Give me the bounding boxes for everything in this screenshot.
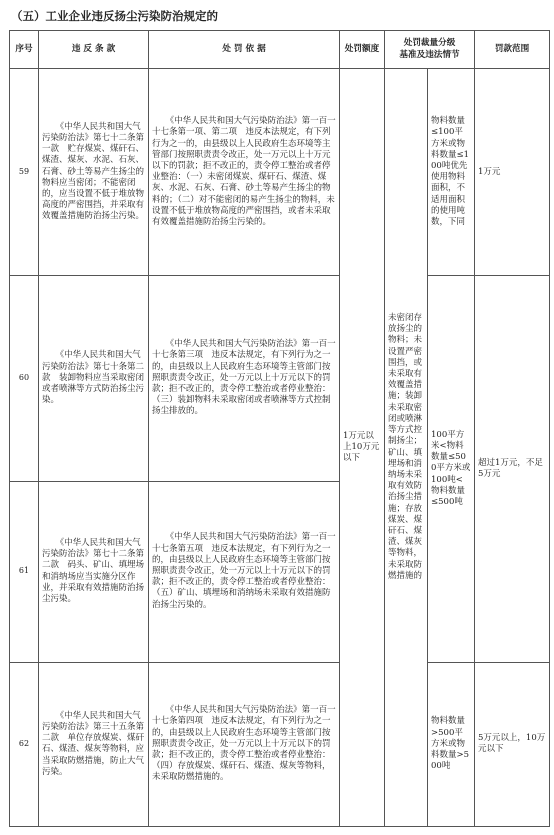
header-amount: 处罚额度 (340, 31, 385, 69)
row-clause: 《中华人民共和国大气污染防治法》第七十二条第一款 贮存煤炭、煤矸石、煤渣、煤灰、水泥、石灰、石膏、砂土等易产生扬尘的物料应当密闭；不能密闭的，应当设置不低于堆放物高度的严密围挡，并采取有效覆盖措施防治扬尘污染。 (39, 69, 149, 276)
row-seq: 62 (10, 662, 39, 826)
penalty-table (9, 30, 550, 827)
row-seq: 60 (10, 276, 39, 481)
row-range: 超过1万元，不足5万元 (475, 276, 550, 662)
header-seq: 序号 (10, 31, 39, 69)
row-basis: 《中华人民共和国大气污染防治法》第一百一十七条第五项 违反本法规定，有下列行为之一的，由县级以上人民政府生态环境等主管部门按照职责责令改正，处一万元以上十万元以下的罚款；拒不改正的，责令停工整治或者停业整治：（五）矿山、填埋场和消纳场未采取有效措施防治扬尘污染的。 (149, 481, 340, 662)
row-grade: 物料数量>500平方米或物料数量>500吨 (428, 662, 475, 826)
header-basis: 处 罚 依 据 (149, 31, 340, 69)
row-clause: 《中华人民共和国大气污染防治法》第七十二条第二款 码头、矿山、填埋场和消纳场应当实施分区作业，并采取有效措施防治扬尘污染。 (39, 481, 149, 662)
row-seq: 59 (10, 69, 39, 276)
violation-circumstance: 未密闭存放扬尘的物料；未设置严密围挡，或未采取有效覆盖措施；装卸未采取密闭或喷淋等方式控制扬尘；矿山、填埋场和消纳场未采取有效防治扬尘措施；存放煤炭、煤矸石、煤渣、煤灰等物料，未采取防燃措施的 (385, 69, 428, 827)
row-range: 1万元 (475, 69, 550, 276)
table-header-row (10, 31, 550, 69)
table-row (10, 69, 550, 276)
row-basis: 《中华人民共和国大气污染防治法》第一百一十七条第四项 违反本法规定，有下列行为之一的，由县级以上人民政府生态环境等主管部门按照职责责令改正，处一万元以上十万元以下的罚款；拒不改正的，责令停工整治或者停业整治：（四）存放煤炭、煤矸石、煤渣、煤灰等物料，未采取防燃措施的。 (149, 662, 340, 826)
section-title: （五）工业企业违反扬尘污染防治规定的 (11, 9, 218, 23)
row-seq: 61 (10, 481, 39, 662)
header-range: 罚款范围 (475, 31, 550, 69)
row-clause: 《中华人民共和国大气污染防治法》第七十条第二款 装卸物料应当采取密闭或者喷淋等方式防治扬尘污染。 (39, 276, 149, 481)
table-row (10, 662, 550, 826)
row-grade: 100平方米<物料数量≤500平方米或100吨<物料数量≤500吨 (428, 276, 475, 662)
header-grade: 处罚裁量分级 基准及违法情节 (385, 31, 475, 69)
row-basis: 《中华人民共和国大气污染防治法》第一百一十七条第一项、第二项 违反本法规定，有下列行为之一的，由县级以上人民政府生态环境等主管部门按照职责责令改正，处一万元以上十万元以下的罚款；拒不改正的，责令停工整治或者停业整治：（一）未密闭煤炭、煤矸石、煤渣、煤灰、水泥、石灰、石膏、砂土等易产生扬尘的物料的；（二）对不能密闭的易产生扬尘的物料，未设置不低于堆放物高度的严密围挡，或者未采取有效覆盖措施防治扬尘污染的。 (149, 69, 340, 276)
table-row (10, 276, 550, 481)
row-clause: 《中华人民共和国大气污染防治法》第三十五条第二款 单位存放煤炭、煤矸石、煤渣、煤灰等物料，应当采取防燃措施，防止大气污染。 (39, 662, 149, 826)
row-grade: 物料数量≤100平方米或物料数量≤100吨优先使用物料面积，不适用面积的使用吨数，下同 (428, 69, 475, 276)
row-range: 5万元以上，10万元以下 (475, 662, 550, 826)
header-clause: 违 反 条 款 (39, 31, 149, 69)
row-basis: 《中华人民共和国大气污染防治法》第一百一十七条第三项 违反本法规定，有下列行为之一的，由县级以上人民政府生态环境等主管部门按照职责责令改正，处一万元以上十万元以下的罚款；拒不改正的，责令停工整治或者停业整治：（三）装卸物料未采取密闭或者喷淋等方式控制扬尘排放的。 (149, 276, 340, 481)
penalty-amount: 1万元以上10万元以下 (340, 69, 385, 827)
